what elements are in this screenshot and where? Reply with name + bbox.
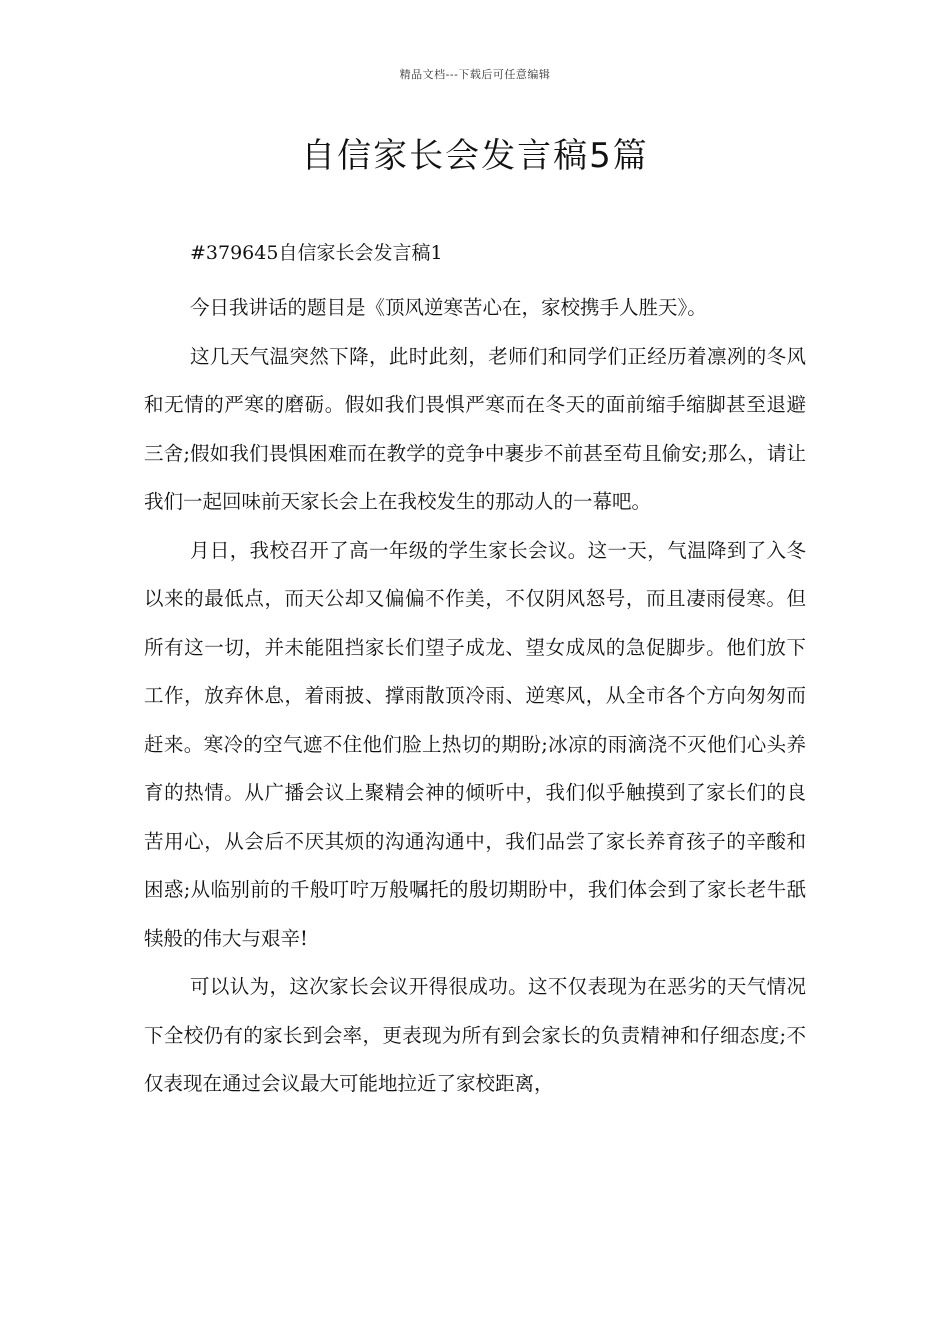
- paragraph: 月日，我校召开了高一年级的学生家长会议。这一天，气温降到了入冬以来的最低点，而天公却又偏偏不作美，不仅阴风怒号，而且凄雨侵寒。但所有这一切，并未能阻挡家长们望子成龙、望女成凤的急促脚步。他们放下工作，放弃休息，着雨披、撑雨散顶冷雨、逆寒风，从全市各个方向匆匆而赶来。寒冷的空气遮不住他们脸上热切的期盼;冰凉的雨滴浇不灭他们心头养育的热情。从广播会议上聚精会神的倾听中，我们似乎触摸到了家长们的良苦用心，从会后不厌其烦的沟通沟通中，我们品尝了家长养育孩子的辛酸和困惑;从临别前的千般叮咛万般嘱托的殷切期盼中，我们体会到了家长老牛舐犊般的伟大与艰辛!: [144, 538, 806, 950]
- section-heading: #379645自信家长会发言稿1: [190, 242, 443, 264]
- document-title: 自信家长会发言稿5篇: [301, 136, 649, 176]
- paragraph: 可以认为，这次家长会议开得很成功。这不仅表现为在恶劣的天气情况下全校仍有的家长到会率，更表现为所有到会家长的负责精神和仔细态度;不仅表现在通过会议最大可能地拉近了家校距离，: [144, 975, 806, 1095]
- document-body: [144, 284, 806, 1109]
- paragraph: 今日我讲话的题目是《顶风逆寒苦心在，家校携手人胜天》。: [190, 296, 707, 319]
- header-note: 精品文档---下载后可任意编辑: [399, 68, 551, 81]
- paragraph: 这几天气温突然下降，此时此刻，老师们和同学们正经历着凛冽的冬风和无情的严寒的磨砺。假如我们畏惧严寒而在冬天的面前缩手缩脚甚至退避三舍;假如我们畏惧困难而在教学的竞争中裹步不前甚至苟且偷安;那么，请让我们一起回味前天家长会上在我校发生的那动人的一幕吧。: [144, 344, 806, 513]
